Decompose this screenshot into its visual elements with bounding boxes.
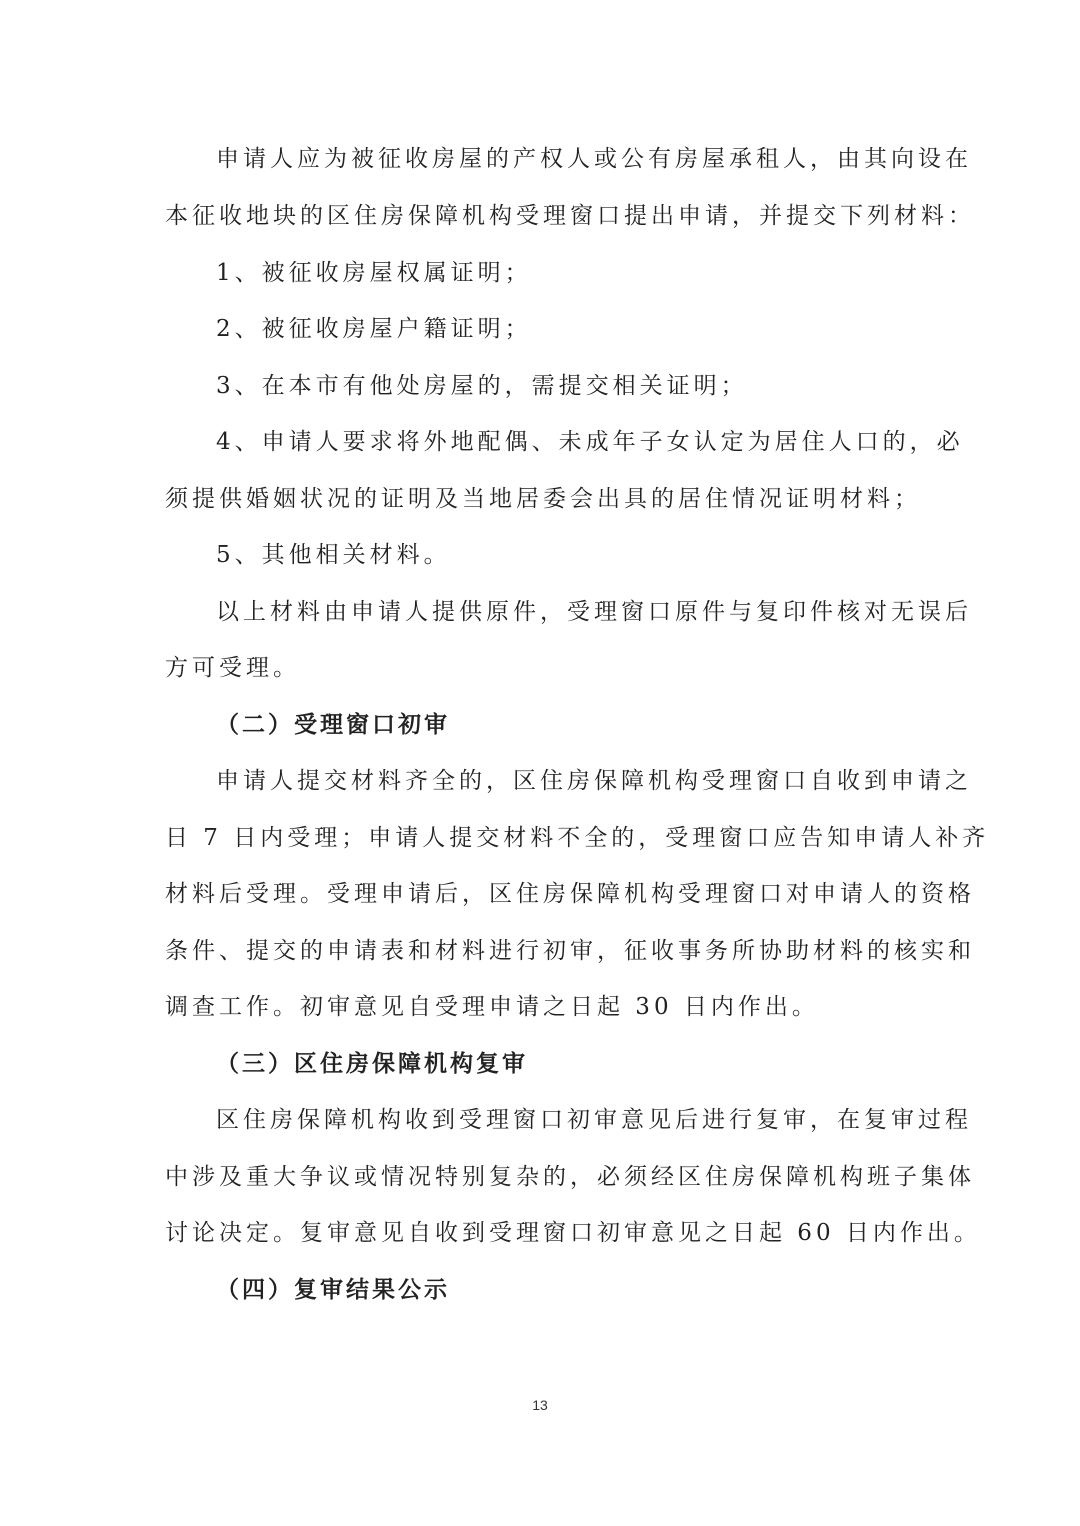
- material-item-1: 1、被征收房屋权属证明；: [216, 260, 532, 286]
- section-2-line-2: 日 7 日内受理；申请人提交材料不全的，受理窗口应告知申请人补齐: [165, 825, 990, 851]
- section-3-line-3: 讨论决定。复审意见自收到受理窗口初审意见之日起 60 日内作出。: [165, 1220, 981, 1246]
- section-2-line-3: 材料后受理。受理申请后，区住房保障机构受理窗口对申请人的资格: [165, 881, 975, 907]
- section-2-line-5: 调查工作。初审意见自受理申请之日起 30 日内作出。: [165, 994, 819, 1020]
- section-3-heading: （三）区住房保障机构复审: [216, 1051, 528, 1077]
- paragraph-originals-line-2: 方可受理。: [165, 655, 300, 681]
- paragraph-applicant-line-2: 本征收地块的区住房保障机构受理窗口提出申请，并提交下列材料：: [165, 203, 975, 229]
- section-4-heading: （四）复审结果公示: [216, 1277, 450, 1303]
- section-2-line-1: 申请人提交材料齐全的，区住房保障机构受理窗口自收到申请之: [216, 768, 972, 794]
- material-item-4-line-1: 4、申请人要求将外地配偶、未成年子女认定为居住人口的，必: [216, 429, 964, 455]
- material-item-2: 2、被征收房屋户籍证明；: [216, 316, 532, 342]
- material-item-5: 5、其他相关材料。: [216, 542, 451, 568]
- section-3-line-2: 中涉及重大争议或情况特别复杂的，必须经区住房保障机构班子集体: [165, 1164, 975, 1190]
- material-item-4-line-2: 须提供婚姻状况的证明及当地居委会出具的居住情况证明材料；: [165, 486, 921, 512]
- paragraph-applicant-line-1: 申请人应为被征收房屋的产权人或公有房屋承租人，由其向设在: [216, 146, 972, 172]
- section-2-heading: （二）受理窗口初审: [216, 712, 450, 738]
- material-item-3: 3、在本市有他处房屋的，需提交相关证明；: [216, 373, 748, 399]
- section-3-line-1: 区住房保障机构收到受理窗口初审意见后进行复审，在复审过程: [216, 1107, 972, 1133]
- page-number: 13: [532, 1397, 548, 1413]
- section-2-line-4: 条件、提交的申请表和材料进行初审，征收事务所协助材料的核实和: [165, 938, 975, 964]
- paragraph-originals-line-1: 以上材料由申请人提供原件，受理窗口原件与复印件核对无误后: [216, 599, 972, 625]
